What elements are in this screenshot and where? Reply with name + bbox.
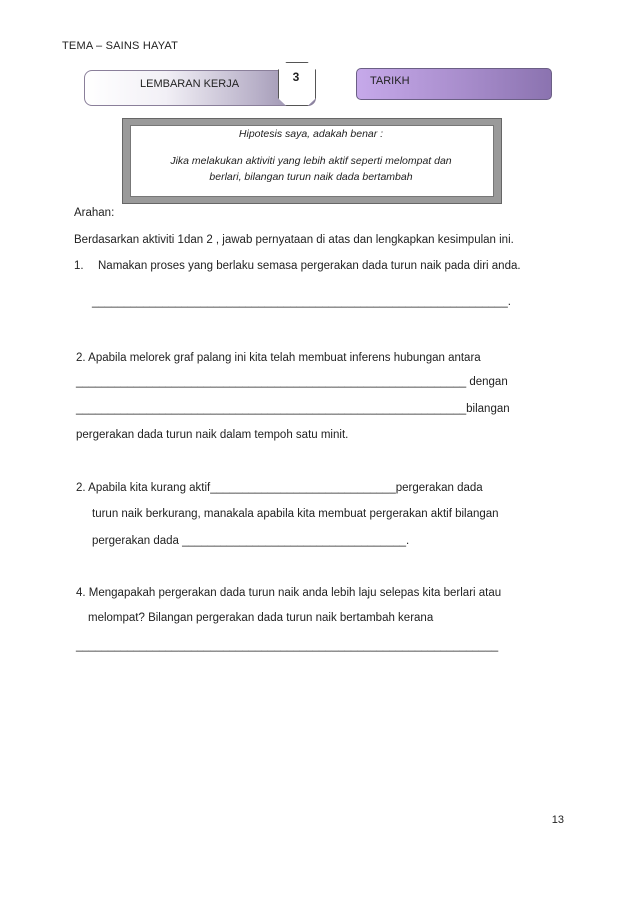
q1-number: 1.: [74, 260, 84, 272]
q2-answer-line-2[interactable]: _____________________________________________________________bilangan: [76, 403, 510, 415]
page-header: TEMA – SAINS HAYAT: [62, 40, 179, 52]
date-label: TARIKH: [370, 75, 410, 87]
q2-line-1: 2. Apabila melorek graf palang ini kita telah membuat inferens hubungan antara: [76, 352, 481, 364]
q3-line-3[interactable]: pergerakan dada ___________________________________.: [92, 535, 410, 547]
q4-line-1: 4. Mengapakah pergerakan dada turun naik anda lebih laju selepas kita berlari atau: [76, 587, 502, 599]
hypothesis-line-2: berlari, bilangan turun naik dada bertambah: [209, 171, 413, 183]
q3-line-2: turun naik berkurang, manakala apabila kita membuat pergerakan aktif bilangan: [92, 508, 499, 520]
hypothesis-title: Hipotesis saya, adakah benar :: [238, 128, 384, 140]
worksheet-label: LEMBARAN KERJA: [140, 78, 240, 90]
worksheet-number: 3: [292, 70, 300, 84]
q1-text: Namakan proses yang berlaku semasa pergerakan dada turun naik pada diri anda.: [98, 260, 521, 272]
q2-answer-line-1[interactable]: _____________________________________________________________ dengan: [76, 376, 508, 388]
q2-line-4: pergerakan dada turun naik dalam tempoh satu minit.: [76, 429, 349, 441]
hypothesis-line-1: Jika melakukan aktiviti yang lebih aktif seperti melompat dan: [170, 155, 452, 167]
q1-answer-line[interactable]: _________________________________________________________________.: [92, 296, 511, 308]
instructions-heading: Arahan:: [74, 207, 115, 219]
instruction-text: Berdasarkan aktiviti 1dan 2 , jawab pernyataan di atas dan lengkapkan kesimpulan ini.: [74, 234, 514, 246]
q4-line-2: melompat? Bilangan pergerakan dada turun naik bertambah kerana: [88, 612, 434, 624]
q3-line-1[interactable]: 2. Apabila kita kurang aktif_____________________________pergerakan dada: [76, 482, 483, 494]
q4-answer-line[interactable]: __________________________________________________________________: [76, 640, 499, 652]
page-number: 13: [551, 814, 564, 826]
